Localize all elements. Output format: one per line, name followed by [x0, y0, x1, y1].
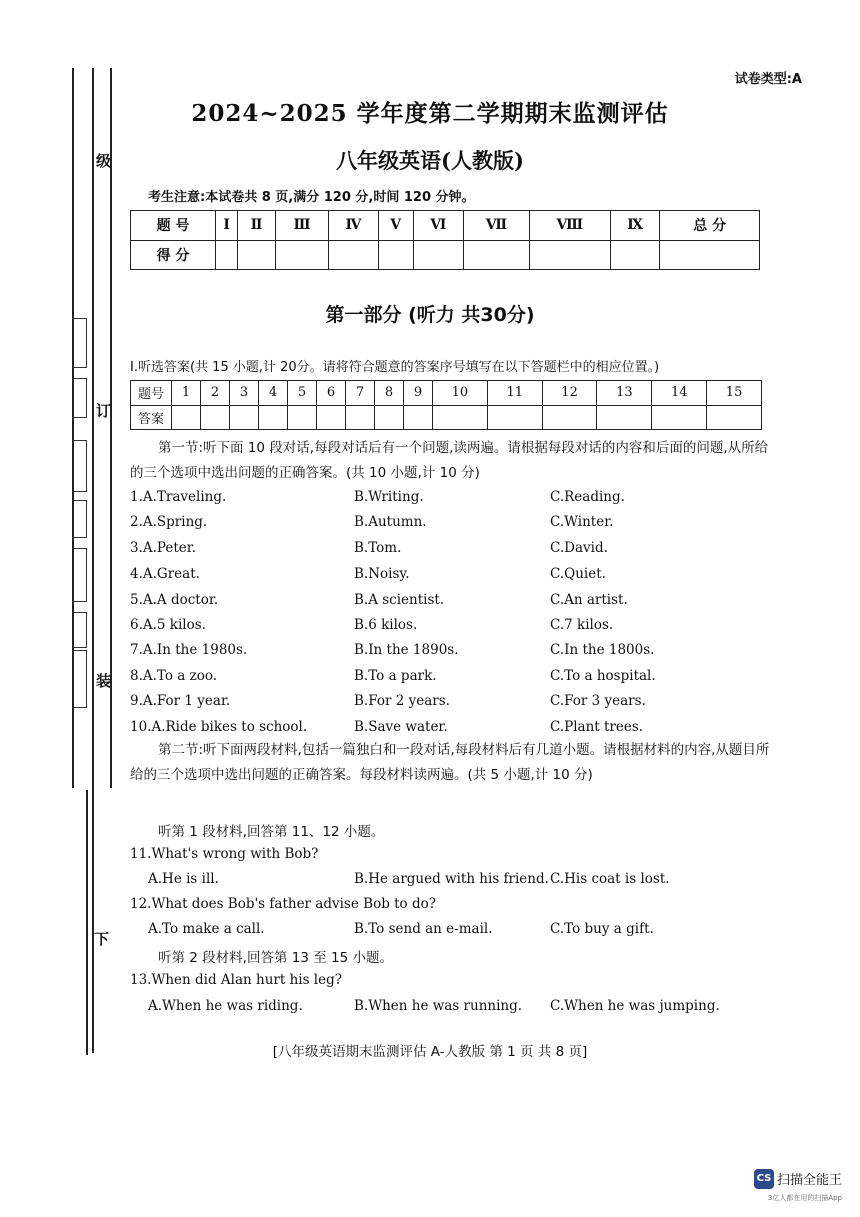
answer-cell[interactable]: [433, 405, 488, 430]
option-b: B.Writing.: [354, 489, 424, 505]
part-one-title: 第一部分 (听力 共30分): [325, 304, 535, 326]
section-one-heading: Ⅰ.听选答案(共 15 小题,计 20分。请将符合题意的答案序号填写在以下答题栏中的相应位置。): [130, 360, 660, 375]
answer-table: [130, 380, 762, 430]
question-stem: 12.What does Bob's father advise Bob to do?: [130, 896, 436, 912]
option-a: 10.A.Ride bikes to school.: [130, 719, 308, 735]
binding-field: [72, 500, 87, 538]
option-b: B.In the 1890s.: [354, 642, 459, 658]
question-number-cell: 2: [201, 381, 230, 406]
option-b: B.For 2 years.: [354, 693, 450, 709]
option-b: B.To send an e-mail.: [354, 921, 493, 937]
scanner-logo-icon: CS: [754, 1169, 774, 1189]
question-number-cell: 9: [404, 381, 433, 406]
question-number-cell: 5: [288, 381, 317, 406]
score-cell[interactable]: [413, 240, 463, 270]
answer-table-answer-row: [131, 405, 762, 430]
answer-cell[interactable]: [542, 405, 597, 430]
option-b: B.A scientist.: [354, 592, 445, 608]
option-c: C.To buy a gift.: [550, 921, 654, 937]
option-c: C.7 kilos.: [550, 617, 614, 633]
question-number-cell: 12: [542, 381, 597, 406]
option-c: C.Winter.: [550, 514, 614, 530]
score-cell[interactable]: [238, 240, 276, 270]
option-b: B.Tom.: [354, 540, 402, 556]
option-a: 5.A.A doctor.: [130, 592, 219, 608]
candidate-notice: 考生注意:本试卷共 8 页,满分 120 分,时间 120 分钟。: [148, 190, 475, 205]
score-cell[interactable]: [463, 240, 529, 270]
answer-cell[interactable]: [375, 405, 404, 430]
part-b-instructions: 第二节:听下面两段材料,包括一篇独白和一段对话,每段材料后有几道小题。请根据材料的内容,从题目所给的三个选项中选出问题的正确答案。每段材料读两遍。(共 5 小题,计 10 分): [130, 742, 770, 783]
score-header-cell: Ⅸ: [610, 211, 659, 241]
option-a: 9.A.For 1 year.: [130, 693, 231, 709]
material-1-note: 听第 1 段材料,回答第 11、12 小题。: [158, 824, 385, 840]
answer-cell[interactable]: [597, 405, 652, 430]
option-c: C.David.: [550, 540, 608, 556]
binding-field: [72, 378, 87, 418]
page-title: 2024~2025 学年度第二学期期末监测评估: [191, 100, 669, 127]
option-c: C.When he was jumping.: [550, 998, 720, 1014]
score-cell[interactable]: [610, 240, 659, 270]
option-b: B.Noisy.: [354, 566, 410, 582]
option-b: B.6 kilos.: [354, 617, 418, 633]
score-header-cell: Ⅶ: [463, 211, 529, 241]
score-cell[interactable]: [329, 240, 379, 270]
score-header-cell: Ⅳ: [329, 211, 379, 241]
answer-cell[interactable]: [652, 405, 707, 430]
option-c: C.Quiet.: [550, 566, 606, 582]
answer-cell[interactable]: [288, 405, 317, 430]
question-number-cell: 13: [597, 381, 652, 406]
page-subtitle: 八年级英语(人教版): [336, 148, 524, 173]
option-c: C.In the 1800s.: [550, 642, 655, 658]
paper-type: 试卷类型:A: [734, 72, 802, 87]
score-table-score-row: [131, 240, 760, 270]
answer-cell[interactable]: [487, 405, 542, 430]
score-cell[interactable]: [660, 240, 760, 270]
question-number-cell: 15: [707, 381, 762, 406]
answer-cell[interactable]: [201, 405, 230, 430]
question-number-cell: 6: [317, 381, 346, 406]
part-a-instructions: 第一节:听下面 10 段对话,每段对话后有一个问题,读两遍。请根据每段对话的内容和后面的问题,从所给的三个选项中选出问题的正确答案。(共 10 小题,计 10 分): [130, 440, 769, 481]
question-stem: 11.What's wrong with Bob?: [130, 846, 319, 862]
score-header-cell: Ⅵ: [413, 211, 463, 241]
question-number-cell: 4: [259, 381, 288, 406]
margin-label-xia: 下: [94, 930, 110, 948]
option-a: 2.A.Spring.: [130, 514, 208, 530]
score-cell[interactable]: [216, 240, 238, 270]
margin-label-ji: 级: [96, 152, 112, 170]
option-a: 7.A.In the 1980s.: [130, 642, 248, 658]
answer-cell[interactable]: [346, 405, 375, 430]
option-b: B.He argued with his friend.: [354, 871, 549, 887]
answer-cell[interactable]: [230, 405, 259, 430]
answer-cell[interactable]: [404, 405, 433, 430]
option-c: C.An artist.: [550, 592, 628, 608]
option-c: C.His coat is lost.: [550, 871, 670, 887]
option-b: B.Autumn.: [354, 514, 427, 530]
score-header-cell: Ⅱ: [238, 211, 276, 241]
binding-field: [72, 612, 87, 648]
margin-label-zhuang: 装: [96, 672, 112, 690]
question-number-cell: 8: [375, 381, 404, 406]
question-number-cell: 10: [433, 381, 488, 406]
answer-row-label: 答案: [131, 405, 172, 430]
option-a: 6.A.5 kilos.: [130, 617, 206, 633]
scanner-watermark: [754, 1168, 842, 1189]
option-a: 8.A.To a zoo.: [130, 668, 218, 684]
binding-field: [72, 440, 87, 492]
score-header-cell: Ⅷ: [529, 211, 610, 241]
option-c: C.Plant trees.: [550, 719, 644, 735]
option-a: A.He is ill.: [148, 871, 219, 887]
score-cell[interactable]: [529, 240, 610, 270]
answer-cell[interactable]: [707, 405, 762, 430]
binding-field: [72, 548, 87, 602]
scanner-app-name: 扫描全能王: [776, 1173, 842, 1188]
question-number-cell: 14: [652, 381, 707, 406]
option-a: 4.A.Great.: [130, 566, 200, 582]
answer-table-number-row: [131, 381, 762, 406]
binding-line-right: [92, 68, 94, 1053]
option-b: B.When he was running.: [354, 998, 523, 1014]
score-cell[interactable]: [275, 240, 328, 270]
score-header-cell: Ⅴ: [378, 211, 413, 241]
score-table-header-row: [131, 211, 760, 241]
answer-header-label: 题号: [131, 381, 172, 406]
binding-field: [72, 650, 87, 708]
answer-cell[interactable]: [317, 405, 346, 430]
option-b: B.Save water.: [354, 719, 448, 735]
score-row-label: 得 分: [131, 240, 216, 270]
answer-cell[interactable]: [259, 405, 288, 430]
score-table: [130, 210, 760, 270]
score-header-cell: 题 号: [131, 211, 216, 241]
option-c: C.For 3 years.: [550, 693, 646, 709]
question-number-cell: 7: [346, 381, 375, 406]
question-number-cell: 1: [172, 381, 201, 406]
score-header-cell: 总 分: [660, 211, 760, 241]
option-a: 1.A.Traveling.: [130, 489, 227, 505]
scanner-tagline: 3亿人都在用的扫描App: [767, 1194, 842, 1202]
option-a: A.When he was riding.: [148, 998, 303, 1014]
score-header-cell: Ⅲ: [275, 211, 328, 241]
answer-cell[interactable]: [172, 405, 201, 430]
option-c: C.To a hospital.: [550, 668, 656, 684]
option-c: C.Reading.: [550, 489, 625, 505]
question-number-cell: 3: [230, 381, 259, 406]
option-a: 3.A.Peter.: [130, 540, 197, 556]
option-a: A.To make a call.: [148, 921, 265, 937]
option-b: B.To a park.: [354, 668, 437, 684]
score-cell[interactable]: [378, 240, 413, 270]
material-2-note: 听第 2 段材料,回答第 13 至 15 小题。: [158, 950, 393, 966]
question-stem: 13.When did Alan hurt his leg?: [130, 972, 342, 988]
binding-line-lower: [86, 790, 88, 1055]
question-number-cell: 11: [487, 381, 542, 406]
margin-label-ding: 订: [96, 402, 112, 420]
score-header-cell: Ⅰ: [216, 211, 238, 241]
page-footer: [八年级英语期末监测评估 A-人教版 第 1 页 共 8 页]: [272, 1044, 588, 1060]
